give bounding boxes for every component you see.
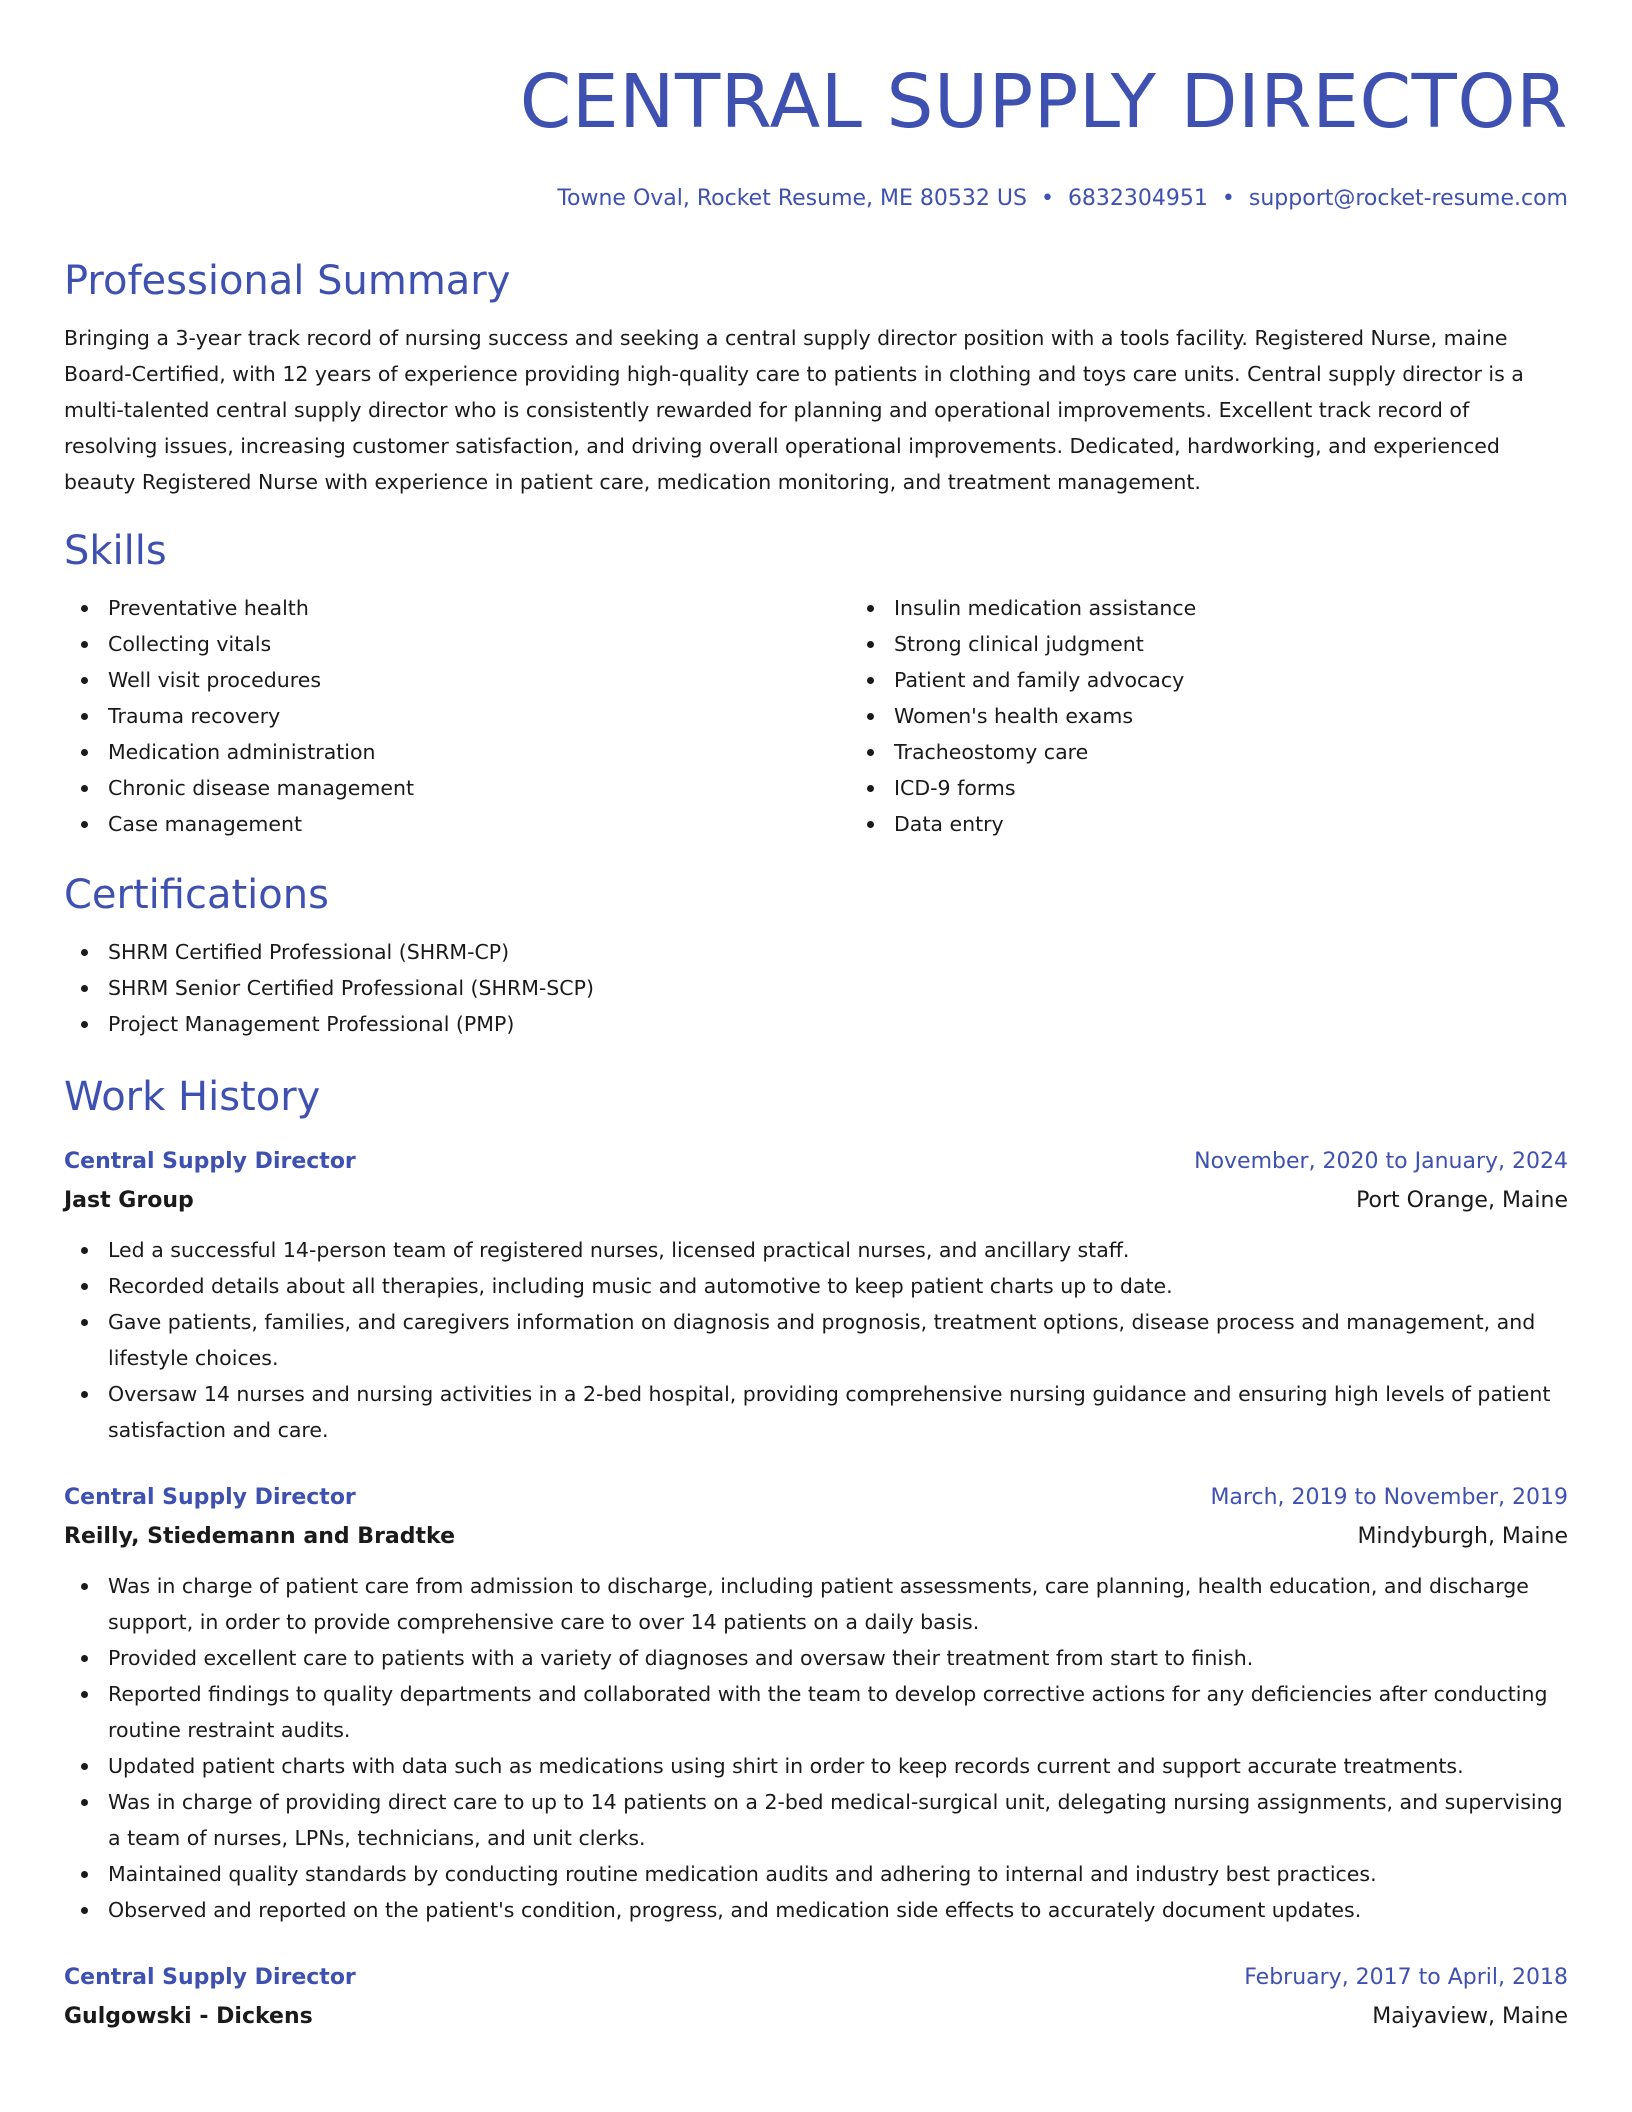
job-bullet: Oversaw 14 nurses and nursing activities in a 2-bed hospital, providing comprehensive nursing guidance and ensuring high levels of patient satisfaction and care. xyxy=(108,1376,1568,1448)
skill-item: ICD-9 forms xyxy=(894,770,1632,806)
skill-item: Case management xyxy=(108,806,850,842)
skill-item: Preventative health xyxy=(108,590,850,626)
certifications-list xyxy=(64,934,1568,1042)
job-dates: November, 2020 to January, 2024 xyxy=(1194,1149,1568,1174)
job-bullet: Provided excellent care to patients with a variety of diagnoses and oversaw their treatment from start to finish. xyxy=(108,1640,1568,1676)
job-bullet: Observed and reported on the patient's condition, progress, and medication side effects to accurately document updates. xyxy=(108,1892,1568,1928)
job-location: Port Orange, Maine xyxy=(1356,1188,1568,1213)
skills-list-left xyxy=(64,590,850,842)
skill-item: Strong clinical judgment xyxy=(894,626,1632,662)
certification-item: Project Management Professional (PMP) xyxy=(108,1006,1568,1042)
resume-page xyxy=(64,0,1568,2036)
job-bullet: Was in charge of providing direct care to up to 14 patients on a 2-bed medical-surgical unit, delegating nursing assignments, and supervising a team of nurses, LPNs, technicians, and unit clerks. xyxy=(108,1784,1568,1856)
job-company: Gulgowski - Dickens xyxy=(64,2004,313,2029)
job-entry xyxy=(64,1958,1568,2036)
skills-list-right xyxy=(850,590,1632,842)
skill-item: Tracheostomy care xyxy=(894,734,1632,770)
certification-item: SHRM Certified Professional (SHRM-CP) xyxy=(108,934,1568,970)
certification-item: SHRM Senior Certified Professional (SHRM-SCP) xyxy=(108,970,1568,1006)
job-bullets xyxy=(64,1232,1568,1448)
skill-item: Collecting vitals xyxy=(108,626,850,662)
skill-item: Patient and family advocacy xyxy=(894,662,1632,698)
contact-line xyxy=(64,182,1568,216)
contact-email: support@rocket-resume.com xyxy=(1248,186,1568,211)
contact-phone: 6832304951 xyxy=(1067,186,1208,211)
skill-item: Data entry xyxy=(894,806,1632,842)
job-company: Reilly, Stiedemann and Bradtke xyxy=(64,1524,455,1549)
skills-columns xyxy=(64,590,1568,842)
skill-item: Women's health exams xyxy=(894,698,1632,734)
skill-item: Medication administration xyxy=(108,734,850,770)
job-title: Central Supply Director xyxy=(64,1485,356,1510)
job-title: Central Supply Director xyxy=(64,1965,356,1990)
job-dates: March, 2019 to November, 2019 xyxy=(1210,1485,1568,1510)
work-history-heading: Work History xyxy=(64,1074,321,1120)
skill-item: Chronic disease management xyxy=(108,770,850,806)
job-title: Central Supply Director xyxy=(64,1149,356,1174)
skill-item: Insulin medication assistance xyxy=(894,590,1632,626)
job-bullet: Gave patients, families, and caregivers information on diagnosis and prognosis, treatment options, disease process and management, and lifestyle choices. xyxy=(108,1304,1568,1376)
job-bullet: Reported findings to quality departments and collaborated with the team to develop corrective actions for any deficiencies after conducting routine restraint audits. xyxy=(108,1676,1568,1748)
contact-separator: • xyxy=(1040,186,1054,211)
job-entry xyxy=(64,1478,1568,1928)
job-bullet: Led a successful 14-person team of registered nurses, licensed practical nurses, and ancillary staff. xyxy=(108,1232,1568,1268)
summary-text: Bringing a 3-year track record of nursing success and seeking a central supply director position with a tools facility. Registered Nurse, maine Board-Certified, with 12 years of experience providing high-quality care to patients in clothing and toys care units. Central supply director is a multi-talented central supply director who is consistently rewarded for planning and operational improvements. Excellent track record of resolving issues, increasing customer satisfaction, and driving overall operational improvements. Dedicated, hardworking, and experienced beauty Registered Nurse with experience in patient care, medication monitoring, and treatment management. xyxy=(64,326,1524,494)
job-bullet: Recorded details about all therapies, including music and automotive to keep patient charts up to date. xyxy=(108,1268,1568,1304)
certifications-heading: Certifications xyxy=(64,872,329,918)
job-company: Jast Group xyxy=(64,1188,194,1213)
skills-heading: Skills xyxy=(64,528,167,574)
job-bullet: Maintained quality standards by conducting routine medication audits and adhering to internal and industry best practices. xyxy=(108,1856,1568,1892)
job-location: Mindyburgh, Maine xyxy=(1357,1524,1568,1549)
skill-item: Trauma recovery xyxy=(108,698,850,734)
job-location: Maiyaview, Maine xyxy=(1372,2004,1568,2029)
summary-heading: Professional Summary xyxy=(64,258,511,304)
job-bullet: Was in charge of patient care from admission to discharge, including patient assessments, care planning, health education, and discharge support, in order to provide comprehensive care to over 14 patients on a daily basis. xyxy=(108,1568,1568,1640)
job-bullets xyxy=(64,1568,1568,1928)
job-bullet: Updated patient charts with data such as medications using shirt in order to keep records current and support accurate treatments. xyxy=(108,1748,1568,1784)
contact-separator: • xyxy=(1221,186,1235,211)
page-title: CENTRAL SUPPLY DIRECTOR xyxy=(519,59,1568,145)
job-dates: February, 2017 to April, 2018 xyxy=(1244,1965,1568,1990)
job-entry xyxy=(64,1142,1568,1448)
skill-item: Well visit procedures xyxy=(108,662,850,698)
contact-address: Towne Oval, Rocket Resume, ME 80532 US xyxy=(557,186,1027,211)
